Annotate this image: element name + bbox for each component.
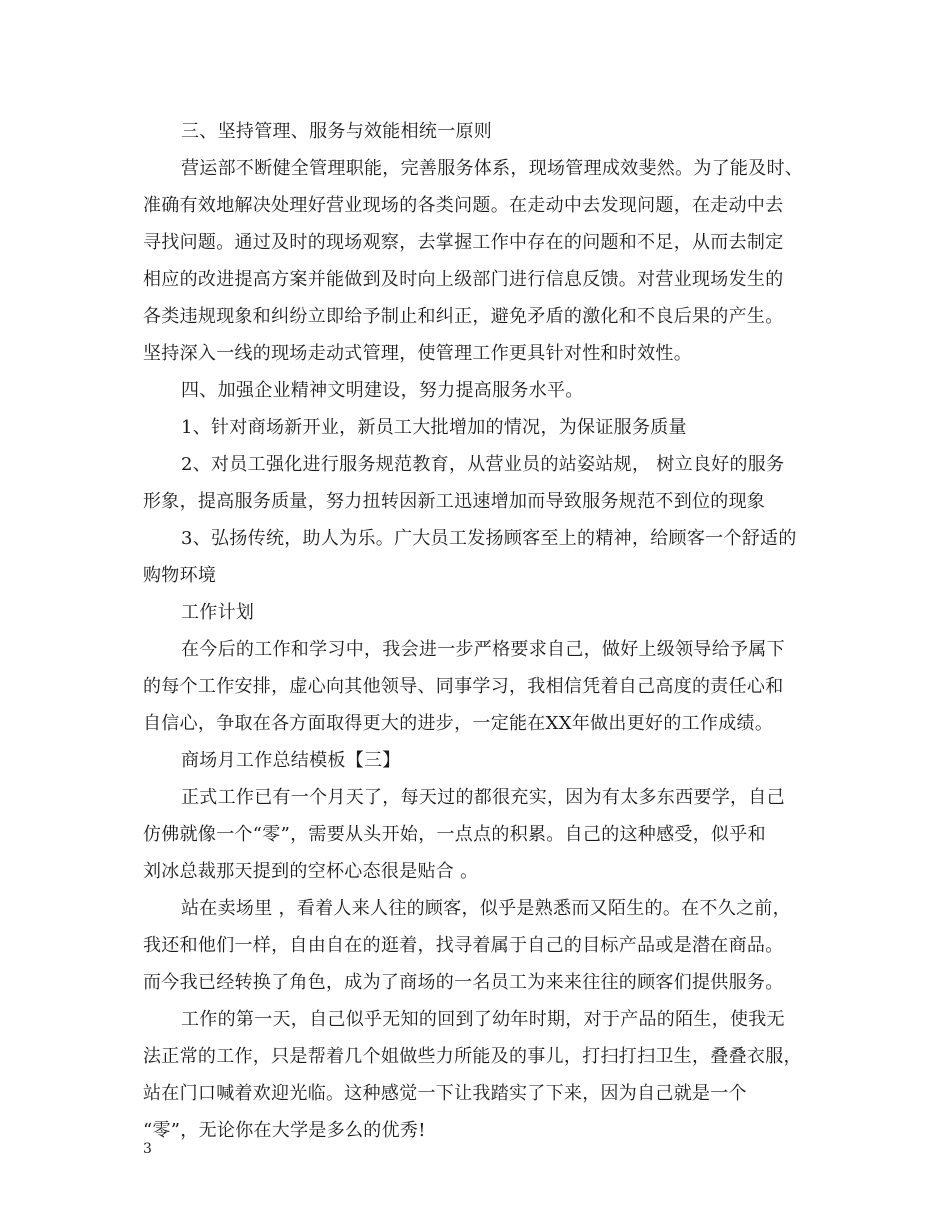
paragraph: [143, 779, 813, 890]
text-line: 工作计划: [181, 602, 255, 623]
text-line: 刘冰总裁那天提到的空杯心态很是贴合 。: [143, 861, 479, 882]
text-line: “零”，无论你在大学是多么的优秀!: [143, 1120, 426, 1141]
text-line: 法正常的工作，只是帮着几个姐做些力所能及的事儿，打扫打扫卫生，叠叠衣服，: [143, 1046, 802, 1067]
text-line: 站在门口喊着欢迎光临。这种感觉一下让我踏实了下来，因为自己就是一个: [143, 1083, 747, 1104]
text-line: 仿佛就像一个“零”，需要从头开始，一点点的积累。自己的这种感受，似乎和: [143, 824, 766, 845]
text-line: 我还和他们一样，自由自在的逛着，找寻着属于自己的目标产品或是潜在商品。: [143, 935, 784, 956]
section-heading: [143, 372, 813, 409]
text-line: 相应的改进提高方案并能做到及时向上级部门进行信息反馈。对营业现场发生的: [143, 269, 784, 290]
text-line: 的每个工作安排，虚心向其他领导、同事学习，我相信凭着自己高度的责任心和: [143, 676, 784, 697]
page-number: 3: [143, 1141, 152, 1157]
text-line: 正式工作已有一个月天了，每天过的都很充实，因为有太多东西要学，自己: [181, 787, 785, 808]
text-line: 购物环境: [143, 565, 217, 586]
paragraph: [143, 1001, 813, 1149]
text-line: 1、针对商场新开业，新员工大批增加的情况，为保证服务质量: [181, 417, 687, 438]
paragraph: [143, 890, 813, 1001]
text-line: 坚持深入一线的现场走动式管理，使管理工作更具针对性和时效性。: [143, 343, 692, 364]
text-line: 准确有效地解决处理好营业现场的各类问题。在走动中去发现问题，在走动中去: [143, 195, 784, 216]
text-line: 而今我已经转换了角色，成为了商场的一名员工为来来往往的顾客们提供服务。: [143, 972, 784, 993]
paragraph: [143, 631, 813, 742]
text-line: 四、加强企业精神文明建设，努力提高服务水平。: [181, 380, 584, 401]
section-heading: [143, 113, 813, 150]
text-line: 2、对员工强化进行服务规范教育，从营业员的站姿站规， 树立良好的服务: [181, 454, 785, 475]
text-line: 工作的第一天，自己似乎无知的回到了幼年时期，对于产品的陌生，使我无: [181, 1009, 785, 1030]
list-item: [143, 520, 813, 594]
document-body: [143, 113, 813, 1149]
list-item: [143, 446, 813, 520]
list-item: [143, 409, 813, 446]
section-heading: [143, 594, 813, 631]
text-line: 3、弘扬传统，助人为乐。广大员工发扬顾客至上的精神，给顾客一个舒适的: [181, 528, 797, 549]
text-line: 营运部不断健全管理职能，完善服务体系，现场管理成效斐然。为了能及时、: [181, 158, 804, 179]
text-line: 自信心，争取在各方面取得更大的进步，一定能在XX年做出更好的工作成绩。: [143, 713, 774, 734]
text-line: 形象，提高服务质量，努力扭转因新工迅速增加而导致服务规范不到位的现象: [143, 491, 766, 512]
section-heading: [143, 742, 813, 779]
text-line: 各类违规现象和纠纷立即给予制止和纠正，避免矛盾的激化和不良后果的产生。: [143, 306, 784, 327]
paragraph: [143, 150, 813, 372]
text-line: 站在卖场里 ，看着人来人往的顾客，似乎是熟悉而又陌生的。在不久之前，: [181, 898, 791, 919]
text-line: 寻找问题。通过及时的现场观察，去掌握工作中存在的问题和不足，从而去制定: [143, 232, 784, 253]
text-line: 三、坚持管理、服务与效能相统一原则: [181, 121, 493, 142]
text-line: 商场月工作总结模板【三】: [181, 750, 401, 771]
text-line: 在今后的工作和学习中，我会进一步严格要求自己，做好上级领导给予属下: [181, 639, 785, 660]
